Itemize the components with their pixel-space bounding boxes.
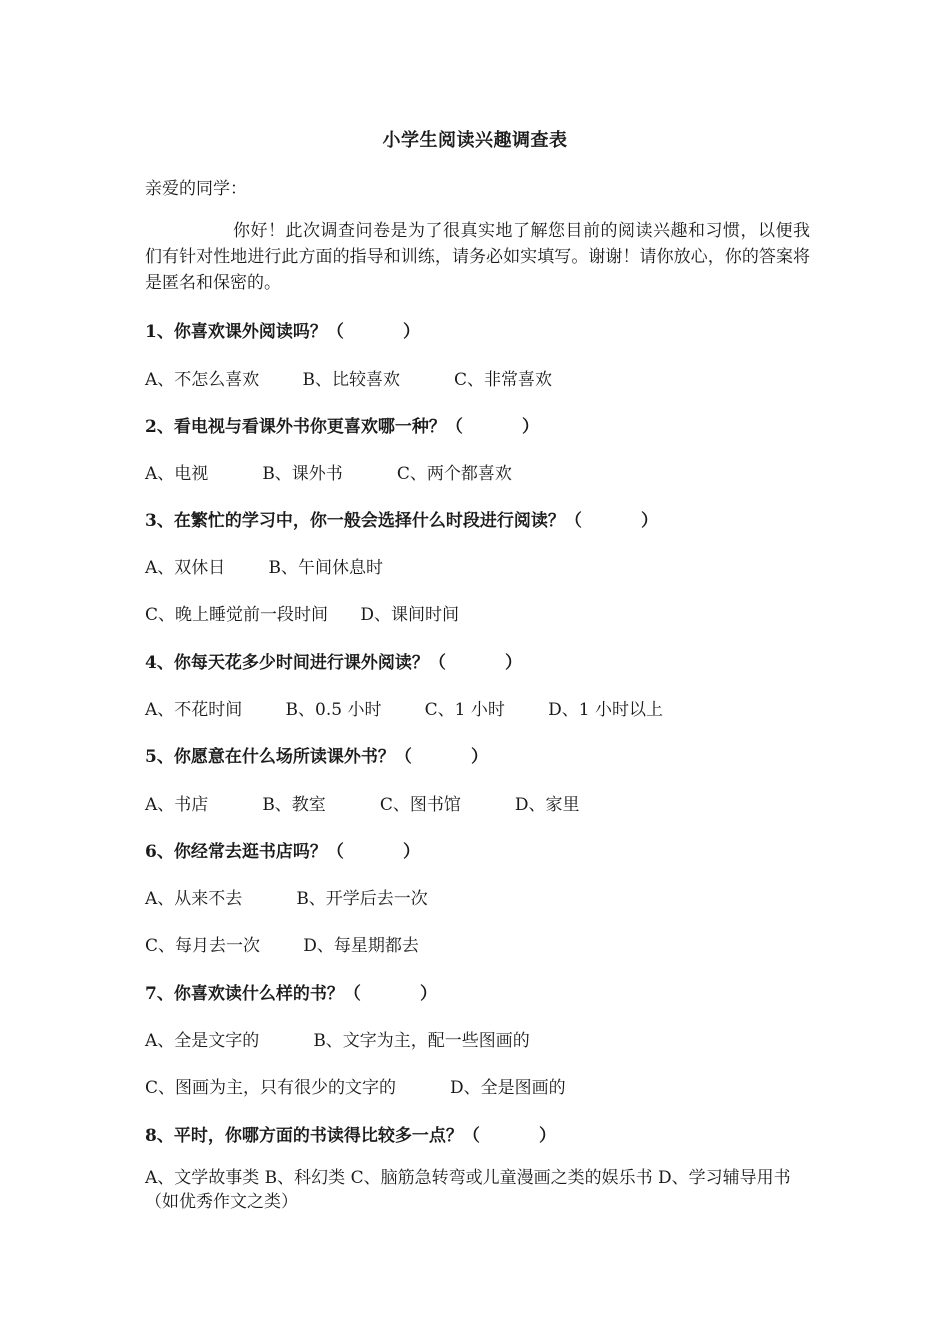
intro-paragraph: 你好！此次调查问卷是为了很真实地了解您目前的阅读兴趣和习惯，以便我们有针对性地进行此方面的指导和训练，请务必如实填写。谢谢！请你放心，你的答案将是匿名和保密的。 <box>145 221 810 293</box>
question-6: 6、你经常去逛书店吗？（ ） <box>145 842 421 862</box>
question-2: 2、看电视与看课外书你更喜欢哪一种？（ ） <box>145 417 540 437</box>
question-8-options: A、文学故事类 B、科幻类 C、脑筋急转弯或儿童漫画之类的娱乐书 D、学习辅导用书（如优秀作文之类） <box>145 1168 791 1212</box>
question-6-options-line-2: C、每月去一次 D、每星期都去 <box>145 936 419 956</box>
question-5: 5、你愿意在什么场所读课外书？（ ） <box>145 747 489 767</box>
question-1-options: A、不怎么喜欢 B、比较喜欢 C、非常喜欢 <box>145 370 553 390</box>
question-3-options-line-1: A、双休日 B、午间休息时 <box>145 558 383 578</box>
question-8: 8、平时，你哪方面的书读得比较多一点？（ ） <box>145 1126 557 1146</box>
question-5-options: A、书店 B、教室 C、图书馆 D、家里 <box>145 795 580 815</box>
question-7-options-line-2: C、图画为主，只有很少的文字的 D、全是图画的 <box>145 1078 566 1098</box>
greeting: 亲爱的同学： <box>145 179 247 199</box>
question-7: 7、你喜欢读什么样的书？（ ） <box>145 984 438 1004</box>
question-4-options: A、不花时间 B、0.5 小时 C、1 小时 D、1 小时以上 <box>145 700 663 720</box>
question-6-options-line-1: A、从来不去 B、开学后去一次 <box>145 889 428 909</box>
question-3-options-line-2: C、晚上睡觉前一段时间 D、课间时间 <box>145 605 460 625</box>
question-2-options: A、电视 B、课外书 C、两个都喜欢 <box>145 464 512 484</box>
question-1: 1、你喜欢课外阅读吗？（ ） <box>145 322 421 342</box>
question-4: 4、你每天花多少时间进行课外阅读？（ ） <box>145 653 523 673</box>
question-3: 3、在繁忙的学习中，你一般会选择什么时段进行阅读？（ ） <box>145 511 659 531</box>
question-7-options-line-1: A、全是文字的 B、文字为主，配一些图画的 <box>145 1031 530 1051</box>
page-title: 小学生阅读兴趣调查表 <box>382 130 568 151</box>
